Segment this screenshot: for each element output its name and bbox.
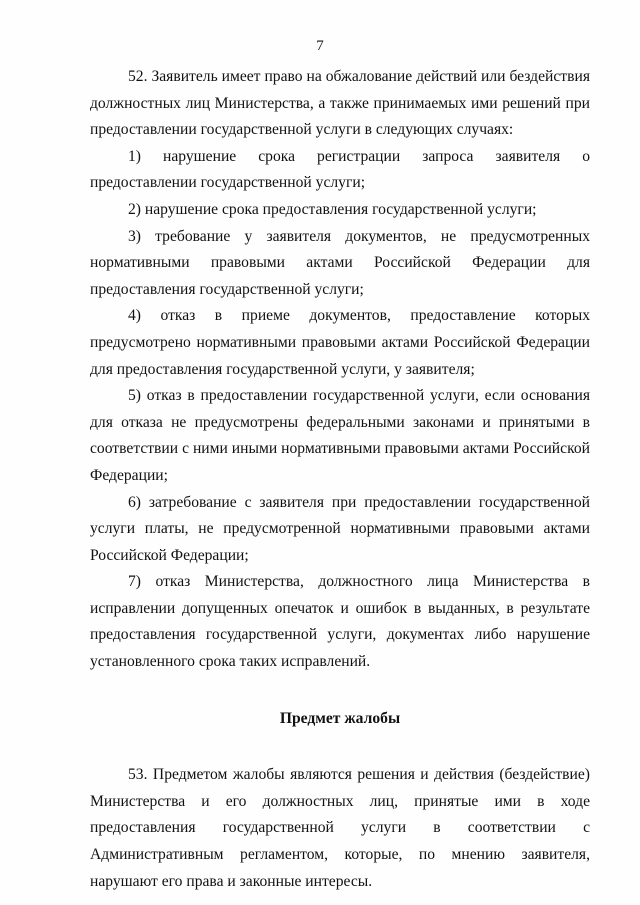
page-number: 7: [316, 38, 324, 54]
list-item-1: 1) нарушение срока регистрации запроса заявителя о предоставлении государственной услуги;: [90, 147, 590, 192]
paragraph-53: 53. Предметом жалобы являются решения и действия (бездействие) Министерства и его должностных лиц, принятые ими в ходе предоставления государственной услуги в соответствии с Административным регламентом, которые, по мнению заявителя, нарушают его права и законные интересы.: [90, 766, 590, 890]
paragraph-52: 52. Заявитель имеет право на обжалование действий или бездействия должностных лиц Министерства, а также принимаемых ими решений при предоставлении государственной услуги в следующих случаях:: [90, 68, 590, 139]
list-item-7: 7) отказ Министерства, должностного лица Министерства в исправлении допущенных опечаток и ошибок в выданных, в результате предоставления государственной услуги, документах либо нарушение установленного срока таких исправлений.: [90, 573, 590, 671]
list-item-3: 3) требование у заявителя документов, не предусмотренных нормативными правовыми актами Российской Федерации для предоставления государственной услуги;: [90, 227, 590, 298]
document-body: [90, 64, 590, 895]
list-item-4: 4) отказ в приеме документов, предоставление которых предусмотрено нормативными правовыми актами Российской Федерации для предоставления государственной услуги, у заявителя;: [90, 307, 590, 378]
section-heading: Предмет жалобы: [279, 709, 401, 727]
list-item-6: 6) затребование с заявителя при предоставлении государственной услуги платы, не предусмотренной нормативными правовыми актами Российской Федерации;: [90, 493, 590, 564]
list-item-5: 5) отказ в предоставлении государственной услуги, если основания для отказа не предусмотрены федеральными законами и принятыми в соответствии с ними иными нормативными правовыми актами Российской Федерации;: [90, 387, 590, 484]
list-item-2: 2) нарушение срока предоставления государственной услуги;: [128, 200, 537, 218]
